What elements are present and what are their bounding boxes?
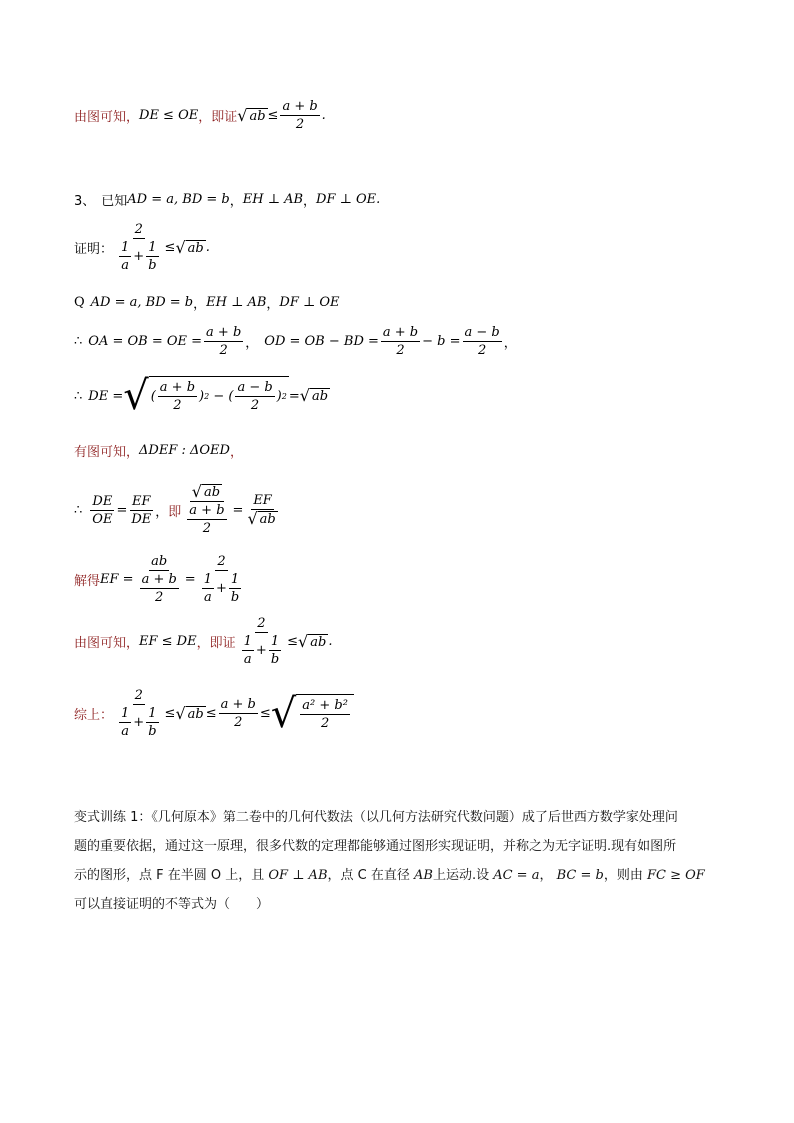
fraction: $\frac{DE}{OE}$ [92, 493, 113, 527]
le-sign: ≤ [164, 706, 176, 721]
comma: ， [193, 297, 207, 312]
equals: = [184, 572, 196, 587]
text-mid: ，即证 [198, 110, 238, 125]
math-similar: ΔDEF : ΔOED [139, 443, 230, 458]
le-sign: ≤ [287, 634, 299, 649]
equals: = [116, 502, 128, 518]
comma: ， [155, 504, 169, 520]
fraction: $\frac{a + b}{2}$ [282, 99, 318, 132]
summary-label: 综上： [74, 708, 114, 723]
math-de: DE = [88, 388, 124, 404]
math-de-le-oe: DE ≤ OE [139, 108, 199, 123]
solve-line [74, 554, 247, 605]
harmonic-mean: 2 $\frac{1}{a}$ + $\frac{1}{b}$ [121, 222, 157, 273]
sqrt-ab: √ ab [299, 386, 329, 405]
math-oa: OA = OB = OE = [88, 334, 203, 349]
given-text: 已知 [101, 194, 128, 209]
harmonic-mean: 2 $\frac{1}{a}$ + $\frac{1}{b}$ [121, 688, 157, 739]
proof-label: 证明： [74, 242, 114, 257]
text-prefix: 由图可知， [74, 110, 140, 125]
math-given-1: AD = a, BD = b [127, 192, 230, 207]
arithmetic-mean: $\frac{a + b}{2}$ [220, 697, 256, 730]
math-od: OD = OB − BD = [264, 334, 379, 349]
conclusion-line-1 [74, 99, 326, 132]
ratio-line [74, 484, 282, 536]
le-sign: ≤ [267, 108, 279, 123]
problem-number: 3、 [74, 194, 96, 209]
proof-statement [74, 222, 210, 273]
fraction: $\frac{a - b}{2}$ [464, 325, 500, 358]
math-3: DF ⊥ OE [279, 295, 340, 310]
comma: ， [229, 445, 243, 460]
comma: ， [266, 297, 280, 312]
exercise-line-4: 可以直接证明的不等式为（ ） [74, 897, 270, 912]
text-mid: ，即证 [196, 636, 236, 651]
oa-line [74, 325, 517, 358]
fraction: $\frac{a + b}{2}$ [206, 325, 242, 358]
math-ef-le-de: EF ≤ DE [139, 634, 197, 649]
math-2: EH ⊥ AB [206, 295, 267, 310]
exercise-line-2: 题的重要依据，通过这一原理，很多代数的定理都能够通过图形实现证明，并称之为无字证明.现有如图所 [74, 839, 677, 854]
period: . [205, 240, 210, 255]
period: . [321, 108, 326, 123]
de-line [74, 373, 330, 419]
comma: ， [303, 194, 317, 209]
math-given-3: DF ⊥ OE [316, 192, 377, 207]
sqrt-ab: √ ab [175, 703, 204, 723]
period: . [376, 192, 381, 207]
since-line [74, 293, 340, 312]
le-sign: ≤ [205, 706, 217, 721]
math-ef: EF = [100, 572, 134, 587]
harmonic-mean: 2 $\frac{1}{a}$ + $\frac{1}{b}$ [203, 554, 240, 605]
fraction-complex: √ ab $\frac{a + b}{2}$ [189, 482, 225, 536]
period: . [328, 634, 333, 649]
problem-3-statement [74, 190, 380, 209]
math-minus-b: − b = [422, 334, 461, 349]
equals: = [232, 502, 244, 518]
ef-conclusion [74, 616, 332, 667]
therefore-symbol: ∴ [74, 502, 83, 518]
sqrt-expression: √ ( $\frac{a + b}{2}$ ) 2 − ( $\frac{a - b}{2}$ ) 2 [123, 373, 287, 419]
similar-line [74, 441, 243, 460]
solve-label: 解得 [74, 574, 101, 589]
exercise-paragraph [74, 803, 724, 919]
therefore-symbol: ∴ [74, 334, 83, 349]
fraction-complex: $\frac{ab}{\frac{a + b}{2}}$ [141, 554, 177, 605]
exercise-line-3: 示的图形，点 F 在半圆 O 上，且 OF ⊥ AB，点 C 在直径 AB上运动.设 AC = a， BC = b，则由 FC ≥ OF [74, 868, 705, 883]
sqrt-ab: √ ab [298, 631, 327, 651]
quadratic-mean: √ $\frac{\text{a² + b²}}{2}$ [271, 694, 354, 734]
sqrt-ab: √ ab [175, 237, 204, 257]
math-given-2: EH ⊥ AB [242, 192, 304, 207]
comma: ， [503, 336, 517, 351]
therefore-symbol: ∴ [74, 388, 83, 404]
summary-line [74, 688, 354, 739]
comma: ， [245, 336, 259, 351]
sqrt-ab: √ ab [237, 105, 266, 125]
text-prefix: 由图可知， [74, 636, 140, 651]
fraction: EF √ ab [247, 493, 276, 528]
math-1: AD = a, BD = b [90, 295, 194, 310]
fraction: $\frac{a + b}{2}$ [382, 325, 419, 358]
comma: ， [229, 194, 243, 209]
text-prefix: 有图可知， [74, 445, 140, 460]
harmonic-mean: 2 $\frac{1}{a}$ + $\frac{1}{b}$ [243, 616, 280, 667]
fraction: $\frac{EF}{DE}$ [131, 493, 152, 527]
equals: = [288, 388, 300, 404]
le-sign: ≤ [164, 240, 176, 255]
le-sign: ≤ [259, 706, 271, 721]
text-ji: 即 [168, 504, 182, 520]
since-symbol: Q [74, 295, 85, 310]
exercise-line-1: 变式训练 1：《几何原本》第二卷中的几何代数法（以几何方法研究代数问题）成了后世西方数学家处理问 [74, 810, 678, 825]
